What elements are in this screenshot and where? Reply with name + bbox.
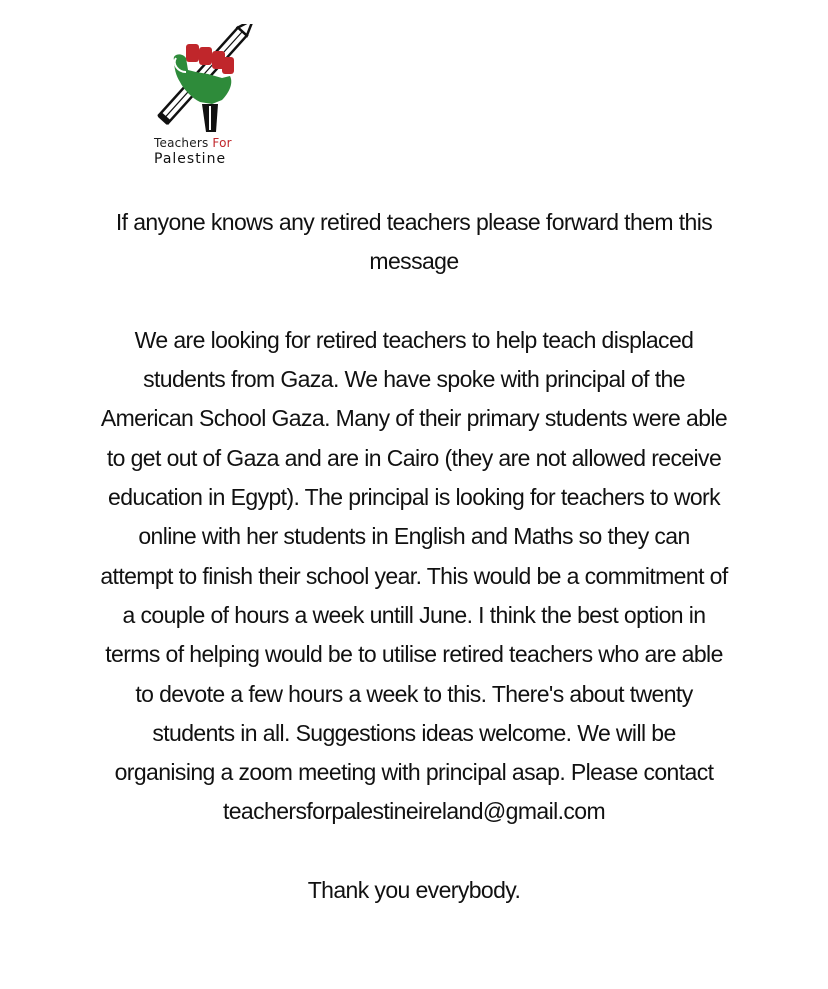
intro-paragraph: If anyone knows any retired teachers please forward them this message [115,209,713,275]
main-paragraph: We are looking for retired teachers to help teach displaced students from Gaza. We have spoke with principal of the American School Gaza. Many of their primary students were able to get out of Gaza and are in Cairo (they are not allowed receive education in Egypt). The principal is looking for teachers to work online with her students in English and Maths so they can attempt to finish their school year. This would be a commitment of a couple of hours a week untill June. I think the best option in terms of helping would be to utilise retired teachers who are able to devote a few hours a week to this. There's about twenty students in all. Suggestions ideas welcome. We will be organising a zoom meeting with principal asap. Please contact teachersforpalestineireland@gmail.com [100,326,728,825]
logo-text-line1: Teachers For [154,136,232,150]
teachers-for-palestine-logo [136,24,266,174]
closing-paragraph: Thank you everybody. [307,877,521,904]
message-body [100,203,728,910]
logo-text-line2: Palestine [154,151,227,167]
fist-pencil-icon [136,24,266,139]
